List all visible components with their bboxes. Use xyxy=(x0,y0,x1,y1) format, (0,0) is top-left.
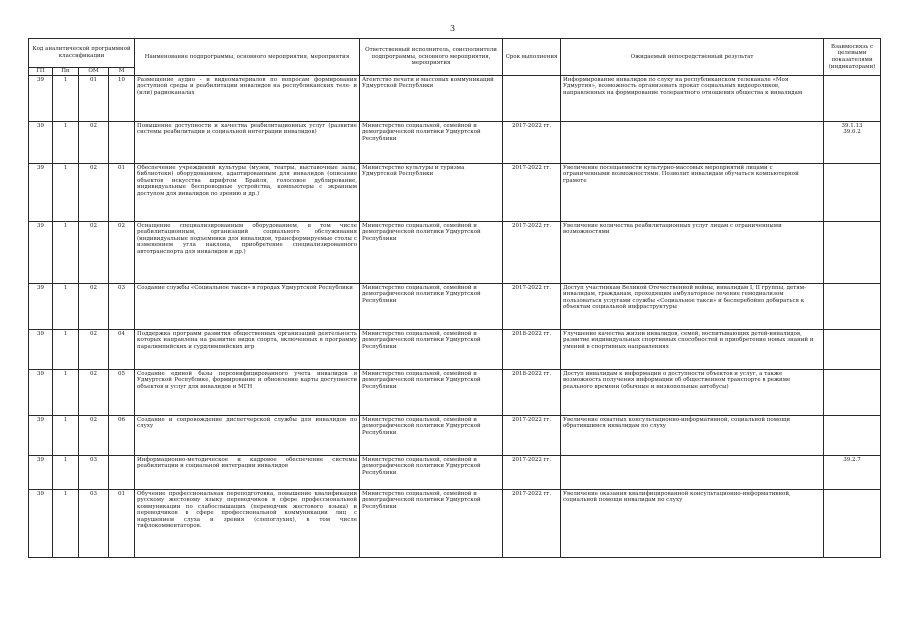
executor-cell: Министерство социальной, семейной и демографической политики Удмуртской Республики xyxy=(360,122,503,164)
pp-cell: 1 xyxy=(53,490,79,558)
result-header: Ожидаемый непосредственный результат xyxy=(561,39,824,76)
activity-name-cell: Создание единой базы персонифицированного учета инвалидов в Удмуртской Республике, формирование и обновление карты доступности объектов и услуг для инвалидов и МГН xyxy=(135,370,360,416)
term-header: Срок выполнения xyxy=(503,39,561,76)
table-row xyxy=(29,122,881,164)
term-cell: 2018-2022 гг. xyxy=(503,330,561,370)
om-header: ОМ xyxy=(79,68,109,76)
term-cell: 2017-2022 гг. xyxy=(503,490,561,558)
activity-name-cell: Обучение профессиональная переподготовка, повышение квалификации русскому жестовому языку переводчиков в сфере профессиональной коммуникации по слабослышащих (переводчик жестового языка) и переводчиков в сфере профессиональной коммуникации лиц с нарушением слуха и зрения (слепоглухих), в том числе тифлокомментаторов. xyxy=(135,490,360,558)
om-cell: 02 xyxy=(79,416,109,456)
table-row xyxy=(29,76,881,122)
indicators-header: Взаимосвязь с целевыми показателями (индикаторами) xyxy=(824,39,881,76)
gp-cell: 39 xyxy=(29,370,53,416)
gp-cell: 39 xyxy=(29,490,53,558)
m-cell: 06 xyxy=(109,416,135,456)
executor-cell: Министерство социальной, семейной и демографической политики Удмуртской Республики xyxy=(360,416,503,456)
executor-cell: Министерство социальной, семейной и демографической политики Удмуртской Республики xyxy=(360,490,503,558)
indicator-cell xyxy=(824,164,881,222)
m-cell: 02 xyxy=(109,222,135,284)
om-cell: 02 xyxy=(79,222,109,284)
m-cell: 01 xyxy=(109,490,135,558)
pp-cell: 1 xyxy=(53,284,79,330)
executor-cell: Министерство культуры и туризма Удмуртской Республики xyxy=(360,164,503,222)
pp-cell: 1 xyxy=(53,122,79,164)
activity-name-cell: Создание и сопровождение диспетчерской службы для инвалидов по слуху xyxy=(135,416,360,456)
om-cell: 03 xyxy=(79,456,109,490)
term-cell: 2017-2022 гг. xyxy=(503,416,561,456)
table-row xyxy=(29,222,881,284)
m-cell: 04 xyxy=(109,330,135,370)
m-header: М xyxy=(109,68,135,76)
table-row xyxy=(29,456,881,490)
indicator-cell xyxy=(824,370,881,416)
table-body xyxy=(29,76,881,558)
result-cell: Доступ инвалидам к информации о доступности объектов и услуг, а также возможность получения информации об общественном транспорте в режиме реального времени (обычные и низкопольные автобусы) xyxy=(561,370,824,416)
pp-cell: 1 xyxy=(53,416,79,456)
executor-cell: Министерство социальной, семейной и демографической политики Удмуртской Республики xyxy=(360,284,503,330)
om-cell: 02 xyxy=(79,370,109,416)
m-cell xyxy=(109,456,135,490)
om-cell: 01 xyxy=(79,76,109,122)
m-cell: 03 xyxy=(109,284,135,330)
indicator-cell xyxy=(824,76,881,122)
name-header: Наименование подпрограммы, основного мероприятия, мероприятия xyxy=(135,39,360,76)
term-cell: 2017-2022 гг. xyxy=(503,222,561,284)
result-cell: Улучшение качества жизни инвалидов, семей, воспитывающих детей-инвалидов, развитие индивидуальных спортивных способностей и приобретение новых знаний и умений в спортивных направлениях xyxy=(561,330,824,370)
pp-cell: 1 xyxy=(53,456,79,490)
m-cell: 01 xyxy=(109,164,135,222)
pp-cell: 1 xyxy=(53,164,79,222)
page-number: 3 xyxy=(449,24,456,33)
table-row xyxy=(29,164,881,222)
m-cell xyxy=(109,122,135,164)
result-cell xyxy=(561,456,824,490)
om-cell: 02 xyxy=(79,330,109,370)
activity-name-cell: Размещение аудио - и видеоматериалов по вопросам формирования доступной среды и реабилитации инвалидов на республиканских теле- и (или) радиоканалах xyxy=(135,76,360,122)
table-row xyxy=(29,490,881,558)
activity-name-cell: Создание службы «Социальное такси» в городах Удмуртской Республики xyxy=(135,284,360,330)
gp-cell: 39 xyxy=(29,284,53,330)
pp-header: Пп xyxy=(53,68,79,76)
term-cell: 2018-2022 гг. xyxy=(503,370,561,416)
m-cell: 05 xyxy=(109,370,135,416)
result-cell: Увеличение охватных консультационно-информативной, социальной помощи обратившимся инвалидам по слуху xyxy=(561,416,824,456)
term-cell: 2017-2022 гг. xyxy=(503,456,561,490)
om-cell: 02 xyxy=(79,164,109,222)
indicator-cell xyxy=(824,284,881,330)
pp-cell: 1 xyxy=(53,76,79,122)
pp-cell: 1 xyxy=(53,222,79,284)
indicator-cell: 39.2.7 xyxy=(824,456,881,490)
table-row xyxy=(29,330,881,370)
indicator-cell xyxy=(824,416,881,456)
gp-cell: 39 xyxy=(29,330,53,370)
result-cell: Информирование инвалидов по слуху на республиканском телеканале «Моя Удмуртия», возможность организовать прокат социальных видеороликов, направленных на формирование толерантного отношения общества к инвалидам xyxy=(561,76,824,122)
indicator-cell xyxy=(824,222,881,284)
activity-name-cell: Оснащение специализированным оборудованием, в том числе реабилитационным, организаций социального обслуживания (индивидуальные подъемники для инвалидов, трансформируемые столы с изменением угла наклона, приобретение специализированного автотранспорта для инвалидов и др.) xyxy=(135,222,360,284)
result-cell xyxy=(561,122,824,164)
table-row xyxy=(29,370,881,416)
gp-cell: 39 xyxy=(29,456,53,490)
gp-cell: 39 xyxy=(29,122,53,164)
indicator-cell xyxy=(824,330,881,370)
gp-cell: 39 xyxy=(29,222,53,284)
result-cell: Доступ участникам Великой Отечественной войны, инвалидам I, II группы, детям-инвалидам, гражданам, проходящим амбулаторное лечение гемодиализом пользоваться услугами службы «Социальное такси» и бесперебойно добираться к объектам социальной инфраструктуры xyxy=(561,284,824,330)
code-group-header: Код аналитической программной классификации xyxy=(29,39,135,68)
activity-name-cell: Повышение доступности и качества реабилитационных услуг (развитие системы реабилитации и социальной интеграции инвалидов) xyxy=(135,122,360,164)
activity-name-cell: Поддержка программ развития общественных организаций деятельность которых направлена на развитие видов спорта, включенных в программу паралимпийских и сурдлимпийских игр xyxy=(135,330,360,370)
gp-cell: 39 xyxy=(29,164,53,222)
gp-header: ГП xyxy=(29,68,53,76)
term-cell: 2017-2022 гг. xyxy=(503,284,561,330)
om-cell: 02 xyxy=(79,284,109,330)
result-cell: Увеличение оказания квалифицированной консультационно-информативной, социальной помощи инвалидам по слуху xyxy=(561,490,824,558)
executor-cell: Министерство социальной, семейной и демографической политики Удмуртской Республики xyxy=(360,456,503,490)
program-activities-table xyxy=(28,38,881,558)
term-cell: 2017-2022 гг. xyxy=(503,164,561,222)
executor-cell: Министерство социальной, семейной и демографической политики Удмуртской Республики xyxy=(360,370,503,416)
m-cell: 10 xyxy=(109,76,135,122)
result-cell: Увеличение посещаемости культурно-массовых мероприятий лицами с ограниченными возможностями. Позволит инвалидам обучаться компьютерной грамоте xyxy=(561,164,824,222)
activity-name-cell: Обеспечение учреждений культуры (музеи, театры, выставочные залы, библиотеки) оборудованием, адаптированным для инвалидов (описание объектов искусства шрифтом Брайля, голосовое дублирование, индивидуальные беспроводные устройства, компьютеры с экранным доступом для инвалидов по зрению и др.) xyxy=(135,164,360,222)
executor-cell: Агентство печати и массовых коммуникаций Удмуртской Республики xyxy=(360,76,503,122)
om-cell: 03 xyxy=(79,490,109,558)
executor-cell: Министерство социальной, семейной и демографической политики Удмуртской Республики xyxy=(360,330,503,370)
indicator-cell xyxy=(824,490,881,558)
executor-header: Ответственный исполнитель, соисполнители подпрограммы, основного мероприятия, мероприятия xyxy=(360,39,503,76)
indicator-cell: 39.1.13 39.0.2 xyxy=(824,122,881,164)
term-cell: 2017-2022 гг. xyxy=(503,122,561,164)
pp-cell: 1 xyxy=(53,330,79,370)
table-row xyxy=(29,416,881,456)
result-cell: Увеличение количества реабилитационных услуг лицам с ограниченными возможностями xyxy=(561,222,824,284)
table-row xyxy=(29,284,881,330)
activity-name-cell: Информационно-методическое и кадровое обеспечение системы реабилитации и социальной интеграции инвалидов xyxy=(135,456,360,490)
term-cell xyxy=(503,76,561,122)
gp-cell: 39 xyxy=(29,416,53,456)
executor-cell: Министерство социальной, семейной и демографической политики Удмуртской Республики xyxy=(360,222,503,284)
gp-cell: 39 xyxy=(29,76,53,122)
om-cell: 02 xyxy=(79,122,109,164)
pp-cell: 1 xyxy=(53,370,79,416)
